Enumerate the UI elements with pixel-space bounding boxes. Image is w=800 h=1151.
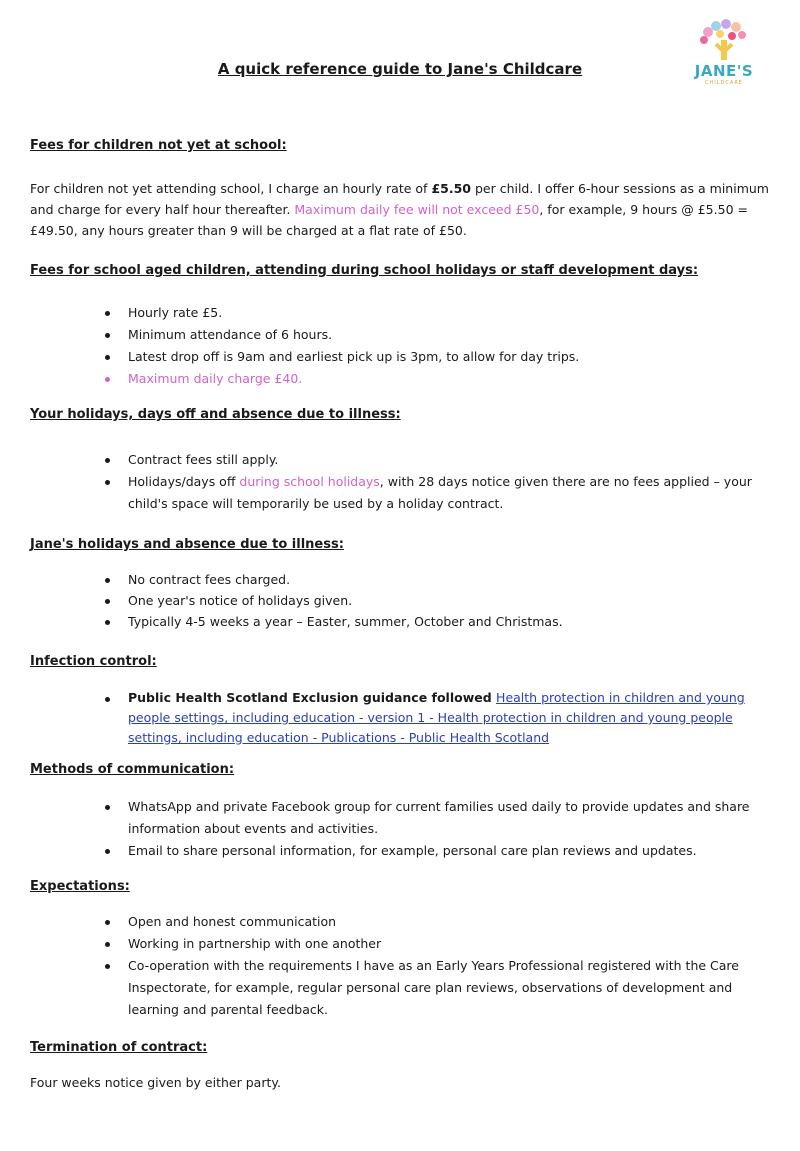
logo-subtitle: CHILDCARE [705,80,743,86]
holidays-text-2: , with 28 days notice given there are no fees applied – your child's space will temporarily be used by a holiday contract. [128,474,752,511]
termination-text: Four weeks notice given by either party. [30,1075,281,1090]
heading-communication: Methods of communication: [30,762,235,777]
janes-holidays-list [100,569,760,632]
page-title: A quick reference guide to Jane's Childcare [217,60,583,78]
fees-text-2: per child. I offer 6-hour sessions as a minimum and charge for every half hour thereafter. [30,181,769,217]
heading-your-holidays: Your holidays, days off and absence due to illness: [30,407,401,422]
list-item: Email to share personal information, for example, personal care plan reviews and updates. [100,840,760,862]
list-item: One year's notice of holidays given. [100,590,760,611]
fees-text-3: , for example, 9 hours @ £5.50 = £49.50, any hours greater than 9 will be charged at a flat rate of £50. [30,202,748,238]
heading-janes-holidays: Jane's holidays and absence due to illness: [30,537,344,552]
fees-preschool-paragraph [30,178,770,241]
list-item [100,471,760,515]
hourly-rate: £5.50 [431,181,471,196]
logo-tree-icon [686,18,762,64]
list-item [100,688,760,748]
list-item: No contract fees charged. [100,569,760,590]
list-item: WhatsApp and private Facebook group for current families used daily to provide updates and share information about events and activities. [100,796,760,840]
heading-fees-preschool: Fees for children not yet at school: [30,138,287,153]
list-item: Latest drop off is 9am and earliest pick up is 3pm, to allow for day trips. [100,346,760,368]
heading-fees-school: Fees for school aged children, attending during school holidays or staff development days: [30,263,699,278]
list-item: Hourly rate £5. [100,302,760,324]
public-health-link[interactable]: Health protection in children and young people settings, including education - version 1 - Health protection in children and young people settings, including education - Publications - Public Health Scotland [128,690,745,745]
list-item: Co-operation with the requirements I have as an Early Years Professional registered with the Care Inspectorate, for example, regular personal care plan reviews, observations of development and learning and parental feedback. [100,955,760,1021]
janes-logo [686,18,762,98]
list-item: Open and honest communication [100,911,760,933]
heading-expectations: Expectations: [30,879,130,894]
communication-list [100,796,760,862]
infection-list [100,688,760,748]
holidays-text-1: Holidays/days off [128,474,240,489]
heading-infection-control: Infection control: [30,654,157,669]
holidays-highlight: during school holidays [239,474,380,489]
list-item: Working in partnership with one another [100,933,760,955]
heading-termination: Termination of contract: [30,1040,208,1055]
expectations-list [100,911,760,1021]
list-item: Minimum attendance of 6 hours. [100,324,760,346]
fees-text-1: For children not yet attending school, I charge an hourly rate of [30,181,432,196]
logo-name: JANE'S [694,62,754,80]
list-item: Typically 4-5 weeks a year – Easter, summer, October and Christmas. [100,611,760,632]
list-item: Maximum daily charge £40. [100,368,760,390]
exclusion-guidance: Public Health Scotland Exclusion guidance followed [128,690,497,705]
max-daily-fee: Maximum daily fee will not exceed £50 [294,202,540,217]
fees-school-list [100,302,760,390]
your-holidays-list [100,449,760,515]
list-item: Contract fees still apply. [100,449,760,471]
